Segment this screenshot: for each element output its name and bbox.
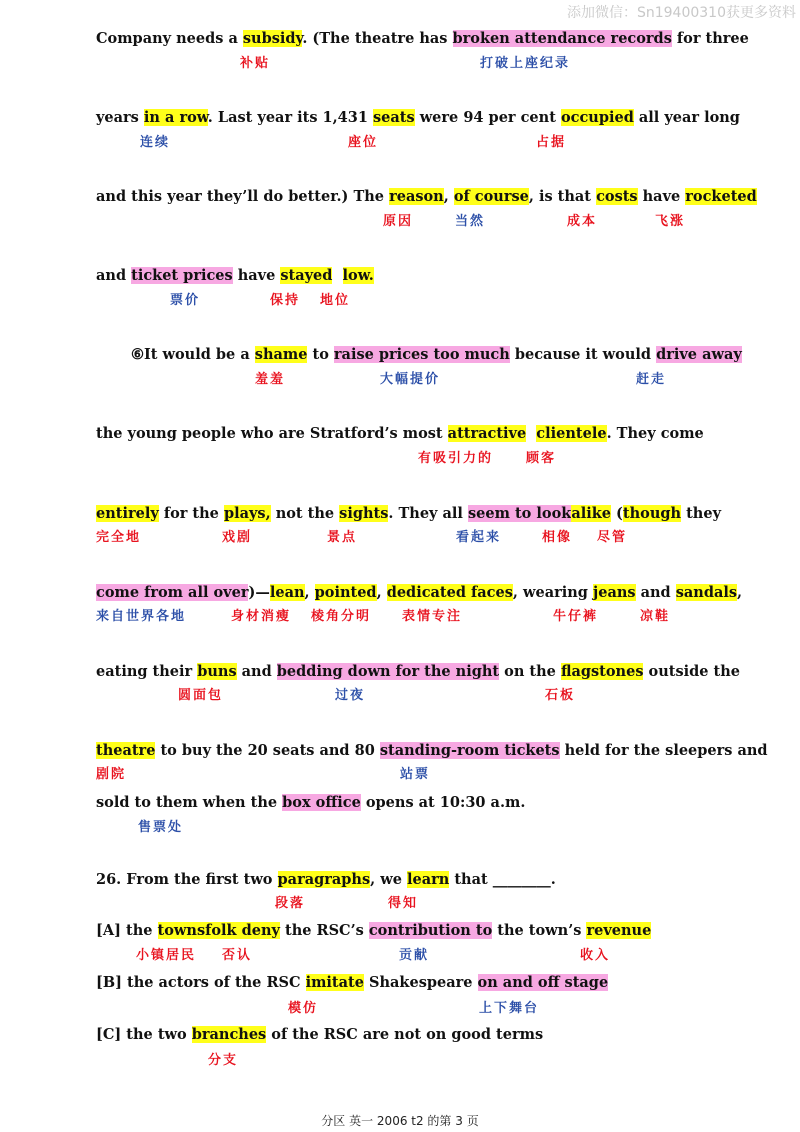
annotation-note: 凉鞋: [640, 609, 671, 624]
text-line: [96, 738, 768, 764]
highlighted-phrase-yellow: shame: [254, 346, 308, 363]
annotation-note: 打破上座纪录: [480, 56, 571, 71]
annotation-note: 分支: [208, 1053, 239, 1068]
highlighted-phrase-pink: come from all over: [96, 584, 249, 601]
text-segment: that ________.: [449, 871, 556, 888]
highlighted-phrase-yellow: jeans: [592, 584, 636, 601]
highlighted-phrase-yellow: seats: [373, 109, 415, 126]
highlighted-phrase-yellow: costs: [596, 188, 638, 205]
annotation-note: 看起来: [456, 530, 502, 545]
text-line: [96, 659, 740, 685]
highlighted-phrase-pink: broken attendance records: [452, 30, 672, 47]
highlighted-phrase-yellow: lean: [269, 584, 305, 601]
text-line: [96, 501, 721, 527]
text-segment: )—: [248, 584, 270, 601]
annotation-note: 过夜: [335, 688, 366, 703]
text-line: [96, 1022, 543, 1048]
annotation-note: 剧院: [96, 767, 127, 782]
text-segment: and this year they’ll do better.) The: [96, 188, 390, 205]
text-segment: ⑥It would be a: [131, 346, 255, 363]
highlighted-phrase-yellow: rocketed: [685, 188, 757, 205]
text-segment: Company needs a: [96, 30, 243, 47]
annotation-note: 段落: [275, 896, 306, 911]
text-segment: ,: [737, 584, 743, 601]
highlighted-phrase-yellow: buns: [197, 663, 237, 680]
text-segment: . They come: [606, 425, 704, 442]
annotation-note: 身材消瘦: [231, 609, 292, 624]
highlighted-phrase-yellow: entirely: [96, 505, 159, 522]
annotation-note: 当然: [455, 214, 486, 229]
highlighted-phrase-yellow: of course: [453, 188, 529, 205]
highlighted-phrase-yellow: clientele: [536, 425, 607, 442]
text-segment: outside the: [643, 663, 740, 680]
annotation-note: 模仿: [288, 1001, 319, 1016]
text-line: [96, 790, 525, 816]
annotation-note: 座位: [348, 135, 379, 150]
text-line: [96, 263, 374, 289]
text-line: [96, 105, 740, 131]
text-segment: ,: [304, 584, 315, 601]
annotation-note: 石板: [545, 688, 576, 703]
highlighted-phrase-yellow: branches: [191, 1026, 267, 1043]
highlighted-phrase-yellow: sandals: [675, 584, 738, 601]
annotation-note: 站票: [400, 767, 431, 782]
text-segment: , wearing: [512, 584, 593, 601]
annotation-note: 羞羞: [255, 372, 286, 387]
highlighted-phrase-yellow: dedicated faces: [386, 584, 513, 601]
annotation-note: 收入: [580, 948, 611, 963]
annotation-note: 贡献: [399, 948, 430, 963]
highlighted-phrase-yellow: in a row: [143, 109, 208, 126]
annotation-note: 连续: [140, 135, 171, 150]
annotation-note: 大幅提价: [380, 372, 441, 387]
annotation-note: 占据: [536, 135, 567, 150]
annotation-note: 有吸引力的: [418, 451, 494, 466]
highlighted-phrase-yellow: imitate: [305, 974, 364, 991]
text-line: [96, 184, 757, 210]
highlighted-phrase-pink: bedding down for the night: [276, 663, 500, 680]
annotation-note: 来自世界各地: [96, 609, 187, 624]
text-line: [96, 970, 608, 996]
annotation-note: 补贴: [240, 56, 271, 71]
annotation-note: 牛仔裤: [553, 609, 599, 624]
text-segment: [C] the two: [96, 1026, 192, 1043]
highlighted-phrase-yellow: learn: [406, 871, 450, 888]
annotation-note: 飞涨: [655, 214, 686, 229]
annotation-note: 赶走: [636, 372, 667, 387]
text-line: [96, 26, 749, 52]
text-segment: . Last year its 1,431: [207, 109, 373, 126]
highlighted-phrase-pink: standing-room tickets: [379, 742, 560, 759]
annotation-note: 得知: [388, 896, 419, 911]
annotation-note: 上下舞台: [479, 1001, 540, 1016]
annotation-note: 景点: [327, 530, 358, 545]
text-segment: [A] the: [96, 922, 158, 939]
text-segment: , is that: [528, 188, 597, 205]
highlighted-phrase-yellow: occupied: [560, 109, 634, 126]
annotation-note: 顾客: [526, 451, 557, 466]
text-segment: were 94 per cent: [414, 109, 561, 126]
annotation-note: 售票处: [138, 820, 184, 835]
highlighted-phrase-pink: raise prices too much: [333, 346, 510, 363]
text-segment: the RSC’s: [279, 922, 369, 939]
text-segment: because it would: [509, 346, 657, 363]
highlighted-phrase-yellow: attractive: [447, 425, 527, 442]
highlighted-phrase-pink: ticket prices: [131, 267, 233, 284]
annotation-note: 票价: [170, 293, 201, 308]
text-segment: 26. From the first two: [96, 871, 278, 888]
highlighted-phrase-yellow: stayed: [280, 267, 333, 284]
text-segment: [332, 267, 342, 284]
text-segment: . (The theatre has: [302, 30, 453, 47]
highlighted-phrase-yellow: revenue: [586, 922, 652, 939]
highlighted-phrase-yellow: townsfolk deny: [157, 922, 280, 939]
annotation-note: 地位: [320, 293, 351, 308]
text-segment: [526, 425, 536, 442]
watermark-text: 添加微信：Sn19400310获更多资料: [566, 5, 796, 21]
annotation-note: 相像: [542, 530, 573, 545]
highlighted-phrase-pink: contribution to: [368, 922, 493, 939]
annotation-note: 圆面包: [178, 688, 224, 703]
highlighted-phrase-yellow: paragraphs: [277, 871, 371, 888]
highlighted-phrase-yellow: though: [622, 505, 682, 522]
annotation-note: 小镇居民: [136, 948, 197, 963]
text-segment: ,: [443, 188, 454, 205]
highlighted-phrase-yellow: flagstones: [560, 663, 644, 680]
highlighted-phrase-yellow: reason: [389, 188, 444, 205]
text-segment: have: [637, 188, 686, 205]
text-segment: held for the sleepers and: [559, 742, 768, 759]
text-segment: [B] the actors of the RSC: [96, 974, 306, 991]
text-segment: they: [681, 505, 722, 522]
highlighted-phrase-yellow: sights: [339, 505, 389, 522]
text-line: [131, 342, 742, 368]
text-segment: opens at 10:30 a.m.: [360, 794, 526, 811]
highlighted-phrase-yellow: plays,: [223, 505, 271, 522]
highlighted-phrase-pink: on and off stage: [477, 974, 609, 991]
text-segment: have: [232, 267, 281, 284]
highlighted-phrase-yellow: low.: [342, 267, 374, 284]
text-line: [96, 580, 742, 606]
text-segment: to buy the 20 seats and 80: [155, 742, 380, 759]
annotation-note: 戏剧: [222, 530, 253, 545]
highlighted-phrase-yellow: pointed: [314, 584, 377, 601]
text-segment: sold to them when the: [96, 794, 283, 811]
text-segment: . They all: [388, 505, 468, 522]
text-segment: for three: [671, 30, 749, 47]
text-segment: eating their: [96, 663, 198, 680]
highlighted-phrase-pink: box office: [282, 794, 361, 811]
text-segment: of the RSC are not on good terms: [266, 1026, 544, 1043]
annotation-note: 表情专注: [402, 609, 463, 624]
annotation-note: 尽管: [597, 530, 628, 545]
text-line: [96, 918, 651, 944]
text-segment: not the: [270, 505, 340, 522]
annotation-note: 完全地: [96, 530, 142, 545]
text-line: [96, 867, 556, 893]
text-line: [96, 421, 704, 447]
annotation-note: 棱角分明: [311, 609, 372, 624]
text-segment: and: [236, 663, 277, 680]
highlighted-phrase-yellow: theatre: [96, 742, 156, 759]
text-segment: the young people who are Stratford’s most: [96, 425, 448, 442]
annotation-note: 保持: [270, 293, 301, 308]
text-segment: (: [611, 505, 623, 522]
highlighted-phrase-yellow: subsidy: [242, 30, 303, 47]
annotation-note: 成本: [567, 214, 598, 229]
text-segment: and: [635, 584, 676, 601]
page-footer: 分区 英一 2006 t2 的第 3 页: [321, 1114, 479, 1128]
text-segment: the town’s: [492, 922, 587, 939]
text-segment: to: [307, 346, 334, 363]
text-segment: all year long: [633, 109, 740, 126]
annotation-note: 否认: [222, 948, 253, 963]
text-segment: for the: [158, 505, 224, 522]
text-segment: and: [96, 267, 132, 284]
text-segment: ,: [376, 584, 387, 601]
text-segment: on the: [499, 663, 561, 680]
highlighted-phrase-pink: seem to look: [467, 505, 572, 522]
text-segment: , we: [370, 871, 407, 888]
highlighted-phrase-pink: drive away: [656, 346, 742, 363]
text-segment: years: [96, 109, 144, 126]
annotation-note: 原因: [383, 214, 414, 229]
text-segment: Shakespeare: [363, 974, 478, 991]
highlighted-phrase-yellow: alike: [571, 505, 611, 522]
